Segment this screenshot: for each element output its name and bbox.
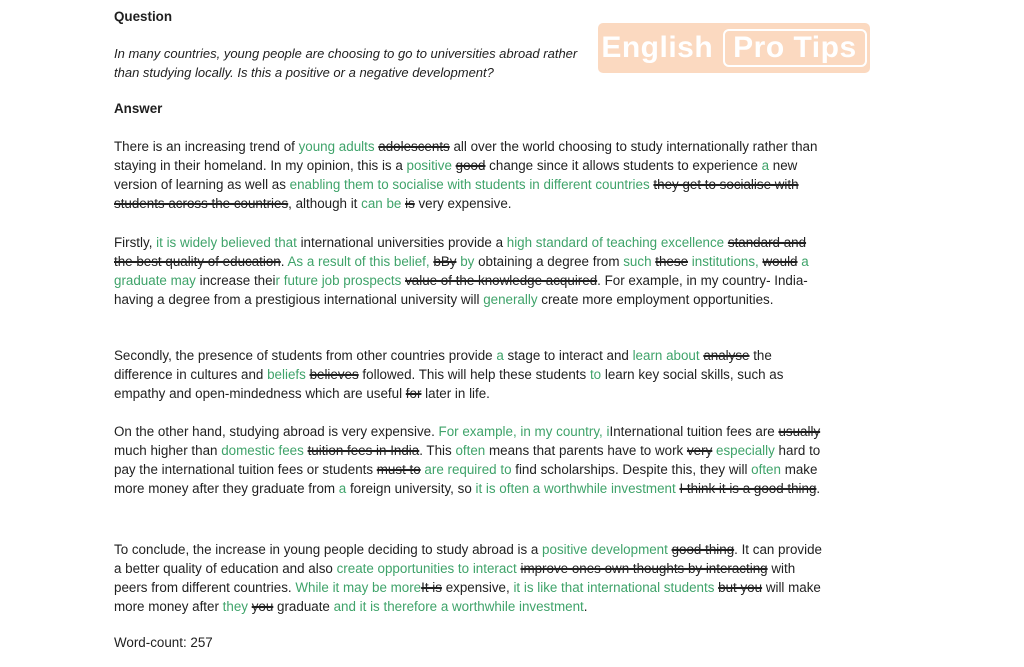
inserted-correction: it is widely believed that bbox=[156, 235, 297, 250]
essay-text: hard to pay the international tuition fees or students bbox=[114, 443, 821, 477]
essay-text: To conclude, the increase in young people deciding to study abroad is a bbox=[114, 542, 543, 557]
essay-text: find scholarships. Despite this, they will bbox=[511, 462, 752, 477]
question-heading: Question bbox=[114, 9, 173, 24]
essay-text: followed. This will help these students bbox=[358, 367, 590, 382]
deleted-text: improve ones own thoughts by interacting bbox=[520, 561, 768, 576]
inserted-correction: a bbox=[338, 481, 347, 496]
essay-text: . For example, in my country- India- having a degree from a prestigious international university will bbox=[114, 273, 808, 307]
deleted-text: usually bbox=[778, 424, 821, 439]
inserted-correction: learn about bbox=[632, 348, 700, 363]
essay-text: change since it allows students to experience bbox=[485, 158, 762, 173]
essay-text: . bbox=[816, 481, 821, 496]
deleted-text: good bbox=[455, 158, 486, 173]
deleted-text: believes bbox=[309, 367, 359, 382]
inserted-correction: and it is bbox=[333, 599, 380, 614]
inserted-correction: are required to bbox=[424, 462, 512, 477]
essay-text: . bbox=[583, 599, 588, 614]
answer-paragraph-body-2 bbox=[114, 346, 824, 403]
logo-word-pro-tips: Pro Tips bbox=[723, 29, 866, 67]
inserted-correction: young adults bbox=[298, 139, 375, 154]
inserted-correction: a worthwhile investment bbox=[440, 599, 584, 614]
deleted-text: I think it is a good thing bbox=[679, 481, 817, 496]
inserted-correction: can be bbox=[361, 196, 402, 211]
inserted-correction: positive development bbox=[542, 542, 668, 557]
essay-text: later in life. bbox=[421, 386, 490, 401]
answer-heading: Answer bbox=[114, 101, 163, 116]
inserted-correction: r future job prospects bbox=[275, 273, 402, 288]
essay-text: create more employment opportunities. bbox=[537, 292, 774, 307]
essay-text: means that parents have to work bbox=[485, 443, 687, 458]
inserted-correction: domestic fees bbox=[221, 443, 304, 458]
essay-text: . bbox=[280, 254, 288, 269]
deleted-text: standard and the best quality of education bbox=[114, 235, 807, 269]
inserted-correction: high standard of teaching excellence bbox=[506, 235, 725, 250]
inserted-correction: positive bbox=[406, 158, 452, 173]
inserted-correction: especially bbox=[716, 443, 775, 458]
logo-word-english: English bbox=[601, 31, 714, 64]
essay-text: , although it bbox=[288, 196, 362, 211]
deleted-text: analyse bbox=[703, 348, 750, 363]
inserted-correction: For example, in my country, i bbox=[438, 424, 610, 439]
english-pro-tips-logo bbox=[598, 23, 870, 73]
inserted-correction: a bbox=[761, 158, 770, 173]
inserted-correction: it is like that international students bbox=[513, 580, 715, 595]
essay-text: graduate bbox=[273, 599, 334, 614]
essay-text: expensive, bbox=[441, 580, 514, 595]
deleted-text: they get to socialise with students across the countries bbox=[114, 177, 799, 211]
deleted-text: must to bbox=[376, 462, 421, 477]
inserted-correction: to bbox=[589, 367, 602, 382]
question-text: In many countries, young people are choosing to go to universities abroad rather than studying locally. Is this a positive or a negative development? bbox=[114, 46, 578, 80]
essay-text: increase thei bbox=[195, 273, 276, 288]
deleted-text: you bbox=[251, 599, 274, 614]
inserted-correction: beliefs bbox=[267, 367, 306, 382]
essay-text: There is an increasing trend of bbox=[114, 139, 299, 154]
inserted-correction: a graduate may bbox=[114, 254, 809, 288]
inserted-correction: such bbox=[623, 254, 652, 269]
essay-text: On the other hand, studying abroad is very expensive. bbox=[114, 424, 439, 439]
essay-text: all over the world choosing to study internationally rather than staying in their homeland. In my opinion, this is a bbox=[114, 139, 818, 173]
deleted-text: but you bbox=[718, 580, 763, 595]
inserted-correction: often bbox=[751, 462, 781, 477]
inserted-correction: enabling them to socialise with students in different countries bbox=[289, 177, 650, 192]
deleted-text: for bbox=[405, 386, 422, 401]
essay-text: stage to interact and bbox=[503, 348, 633, 363]
essay-text: very expensive. bbox=[414, 196, 512, 211]
essay-text: . This bbox=[419, 443, 456, 458]
answer-paragraph-body-3 bbox=[114, 422, 824, 498]
word-count: Word-count: 257 bbox=[114, 635, 213, 650]
answer-paragraph-intro bbox=[114, 137, 824, 213]
deleted-text: value of the knowledge acquired bbox=[405, 273, 598, 288]
inserted-correction: by bbox=[460, 254, 475, 269]
essay-text: the difference in cultures and bbox=[114, 348, 772, 382]
inserted-correction: they bbox=[222, 599, 248, 614]
deleted-text: adolescents bbox=[378, 139, 450, 154]
inserted-correction: a bbox=[496, 348, 504, 363]
deleted-text: is bbox=[405, 196, 415, 211]
essay-text: Firstly, bbox=[114, 235, 157, 250]
deleted-text: very bbox=[686, 443, 713, 458]
essay-text: much higher than bbox=[114, 443, 222, 458]
inserted-correction: While it may be more bbox=[295, 580, 422, 595]
inserted-correction: it is often a worthwhile investment bbox=[475, 481, 676, 496]
essay-text: . It can provide a better quality of education and also bbox=[114, 542, 822, 576]
inserted-correction: institutions, bbox=[691, 254, 759, 269]
essay-text: make more money after they graduate from bbox=[114, 462, 818, 496]
essay-text: obtaining a degree from bbox=[474, 254, 624, 269]
essay-text: learn key social skills, such as empathy and open-mindedness which are useful bbox=[114, 367, 784, 401]
inserted-correction: As a result of this belief, bbox=[287, 254, 430, 269]
inserted-correction: therefore bbox=[383, 599, 438, 614]
deleted-text: tuition fees in India bbox=[307, 443, 420, 458]
essay-text: will make more money after bbox=[114, 580, 821, 614]
deleted-text: would bbox=[762, 254, 798, 269]
essay-text: new version of learning as well as bbox=[114, 158, 798, 192]
deleted-text: these bbox=[655, 254, 689, 269]
inserted-correction: often bbox=[455, 443, 486, 458]
answer-paragraph-conclusion bbox=[114, 540, 824, 616]
essay-text: international universities provide a bbox=[296, 235, 507, 250]
essay-text: with peers from different countries. bbox=[114, 561, 796, 595]
deleted-text: It is bbox=[421, 580, 442, 595]
essay-text: foreign university, so bbox=[346, 481, 476, 496]
essay-text: Secondly, the presence of students from other countries provide bbox=[114, 348, 497, 363]
essay-text: International tuition fees are bbox=[609, 424, 779, 439]
deleted-text: good thing bbox=[671, 542, 735, 557]
inserted-correction: create opportunities to interact bbox=[336, 561, 517, 576]
deleted-text: bBy bbox=[433, 254, 457, 269]
inserted-correction: generally bbox=[483, 292, 538, 307]
answer-paragraph-body-1 bbox=[114, 233, 824, 309]
